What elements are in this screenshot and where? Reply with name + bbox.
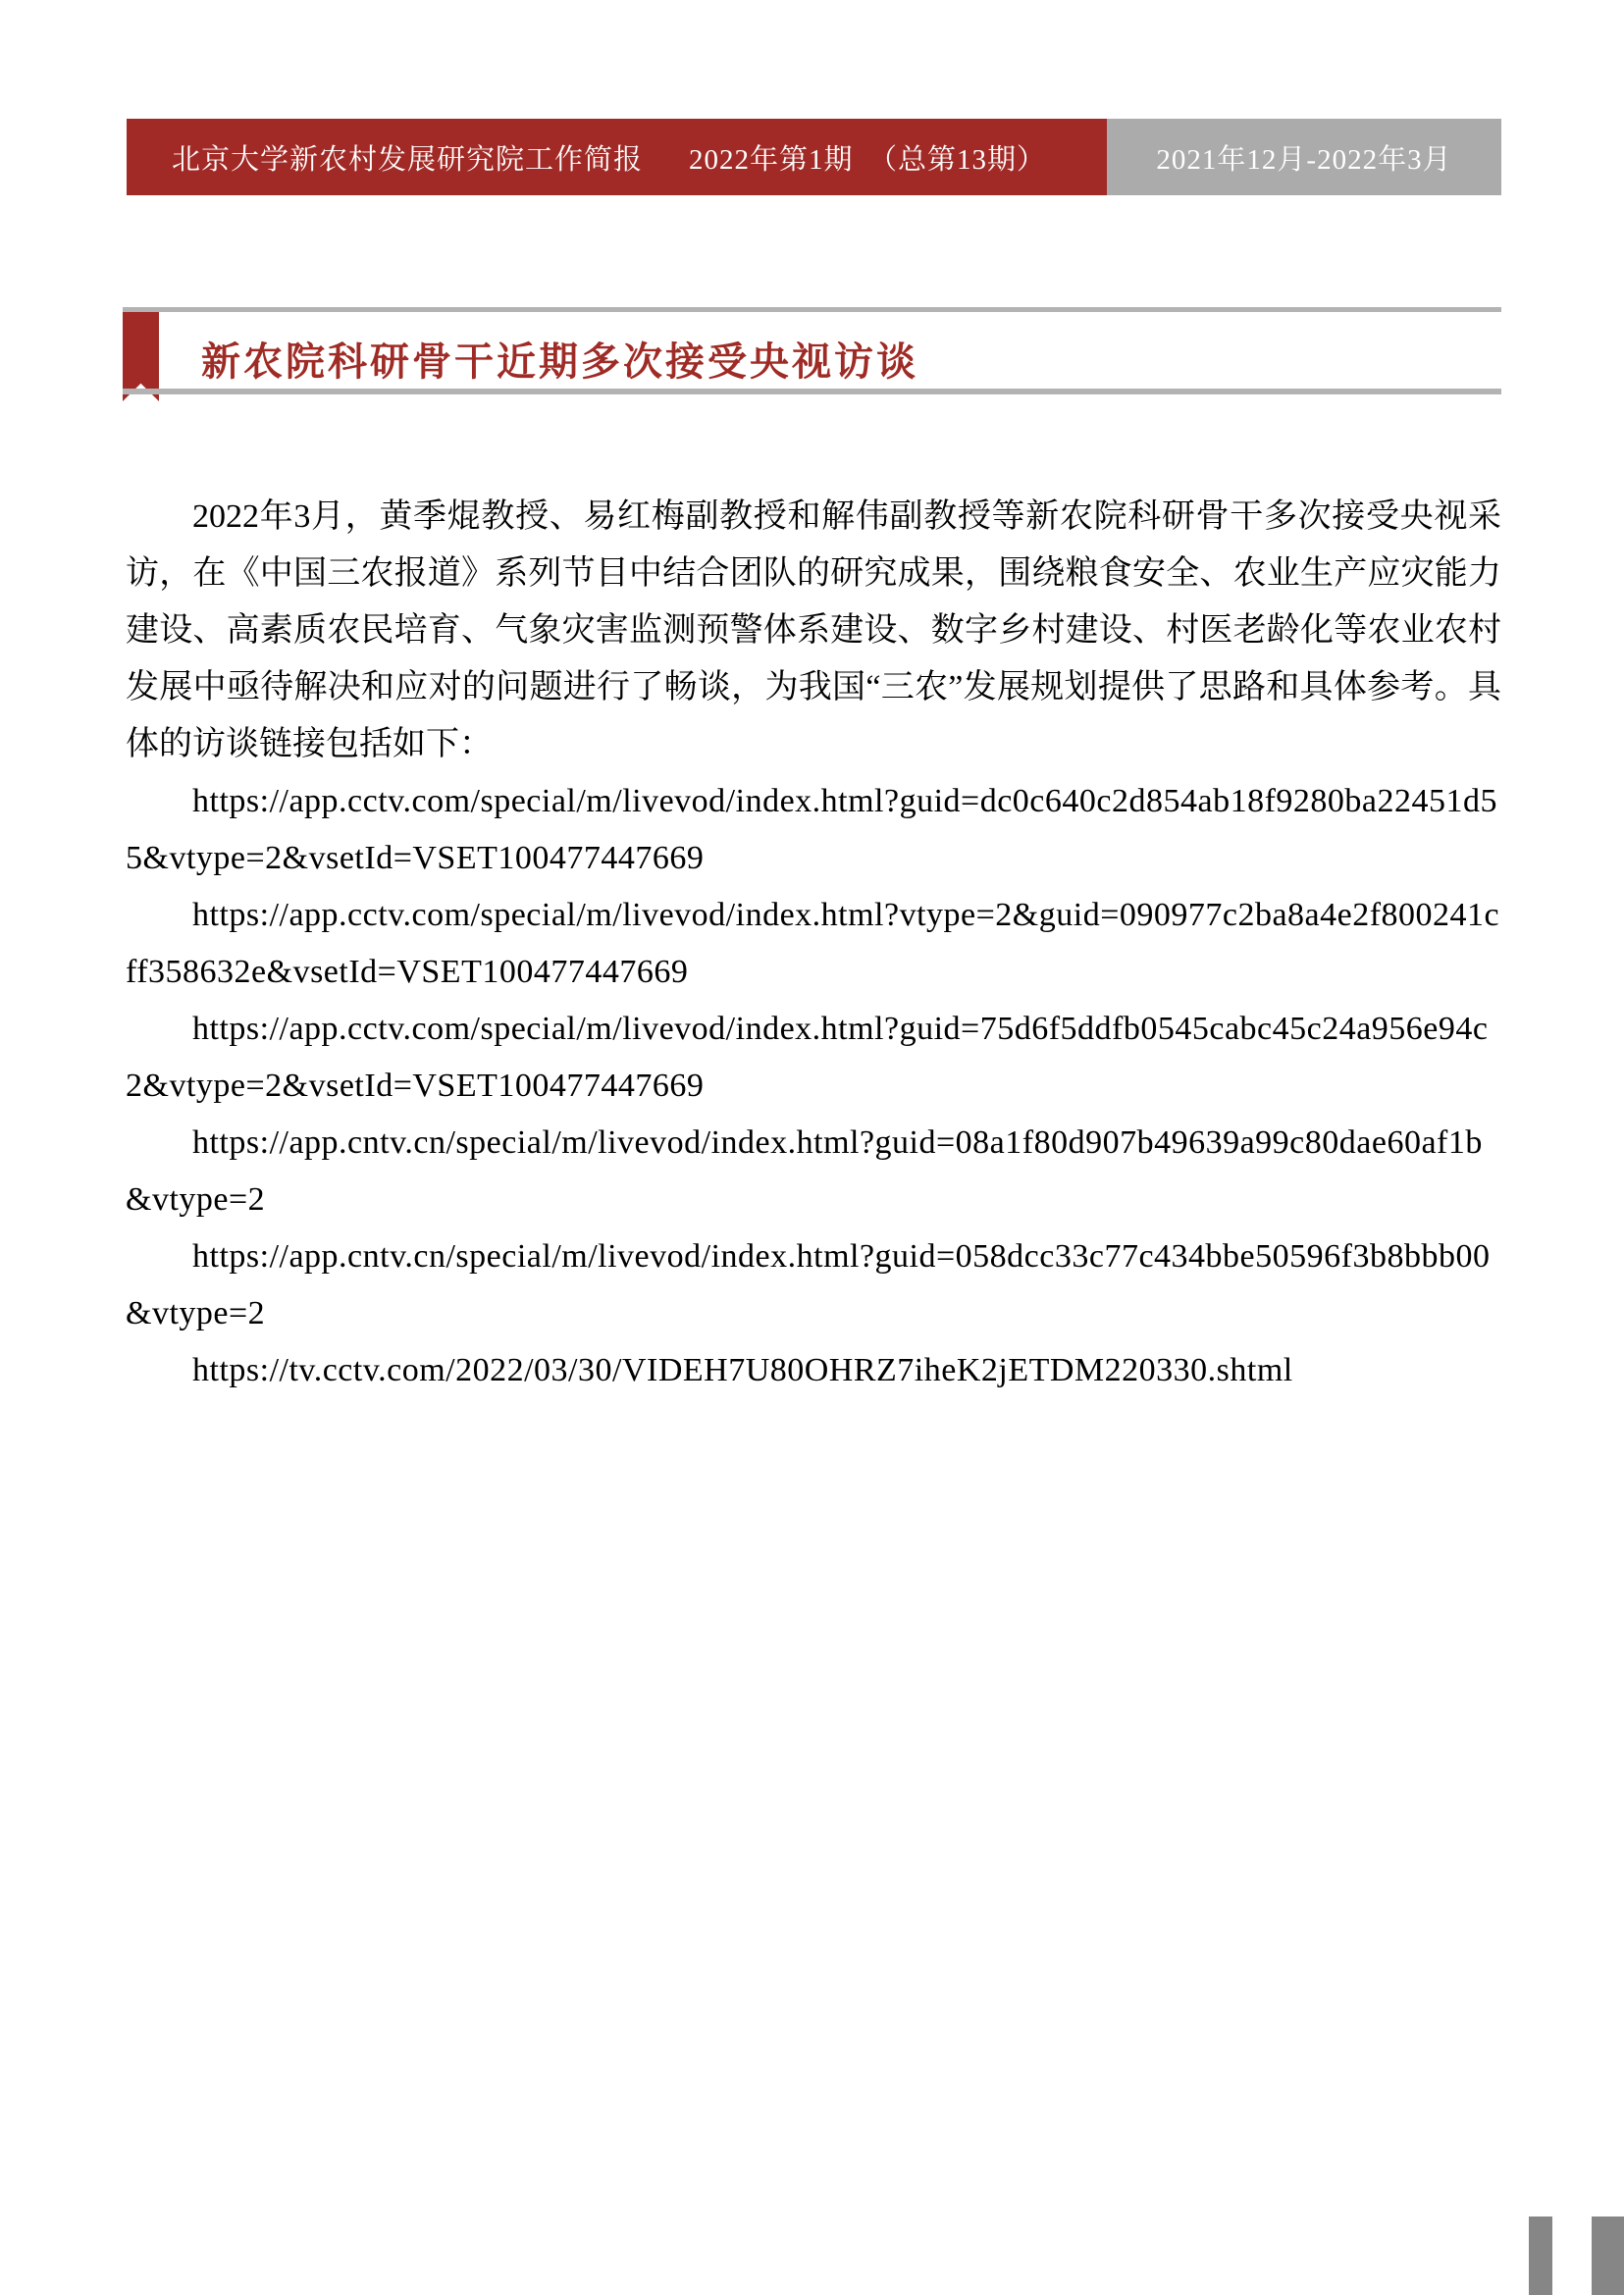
body-text-block (126, 489, 1501, 1399)
video-link-3: https://app.cctv.com/special/m/livevod/index.html?guid=75d6f5ddfb0545cabc45c24a956e94c2&vtype=2&vsetId=VSET100477447669 (126, 1011, 1489, 1104)
video-link-6: https://tv.cctv.com/2022/03/30/VIDEH7U80OHRZ7iheK2jETDM220330.shtml (192, 1352, 1293, 1388)
header-bar-red-segment (127, 119, 1107, 195)
section-title: 新农院科研骨干近期多次接受央视访谈 (201, 340, 918, 384)
issue-period: 2021年12月-2022年3月 (1156, 143, 1452, 176)
header-bar-gray-segment (1107, 119, 1501, 195)
newsletter-title: 北京大学新农村发展研究院工作简报 (172, 143, 644, 176)
video-link-4: https://app.cntv.cn/special/m/livevod/index.html?guid=08a1f80d907b49639a99c80dae60af1b&vtype=2 (126, 1124, 1483, 1218)
section-title-band (123, 307, 1501, 400)
body-paragraph: 2022年3月，黄季焜教授、易红梅副教授和解伟副教授等新农院科研骨干多次接受央视采访，在《中国三农报道》系列节目中结合团队的研究成果，围绕粮食安全、农业生产应灾能力建设、高素质农民培育、气象灾害监测预警体系建设、数字乡村建设、村医老龄化等农业农村发展中亟待解决和应对的问题进行了畅谈，为我国“三农”发展规划提供了思路和具体参考。具体的访谈链接包括如下： (126, 498, 1501, 762)
top-rule (123, 307, 1501, 312)
video-link-1: https://app.cctv.com/special/m/livevod/index.html?guid=dc0c640c2d854ab18f9280ba22451d55&vtype=2&vsetId=VSET100477447669 (126, 783, 1497, 876)
video-link-2: https://app.cctv.com/special/m/livevod/index.html?vtype=2&guid=090977c2ba8a4e2f800241cff358632e&vsetId=VSET100477447669 (126, 897, 1500, 990)
footer-decoration-block (1592, 2217, 1624, 2295)
video-link-5: https://app.cntv.cn/special/m/livevod/index.html?guid=058dcc33c77c434bbe50596f3b8bbb00&vtype=2 (126, 1238, 1491, 1331)
bottom-rule (123, 389, 1501, 394)
footer-decoration-block (1529, 2217, 1552, 2295)
header-bar (127, 119, 1501, 195)
issue-number: 2022年第1期 （总第13期） (688, 143, 1046, 176)
